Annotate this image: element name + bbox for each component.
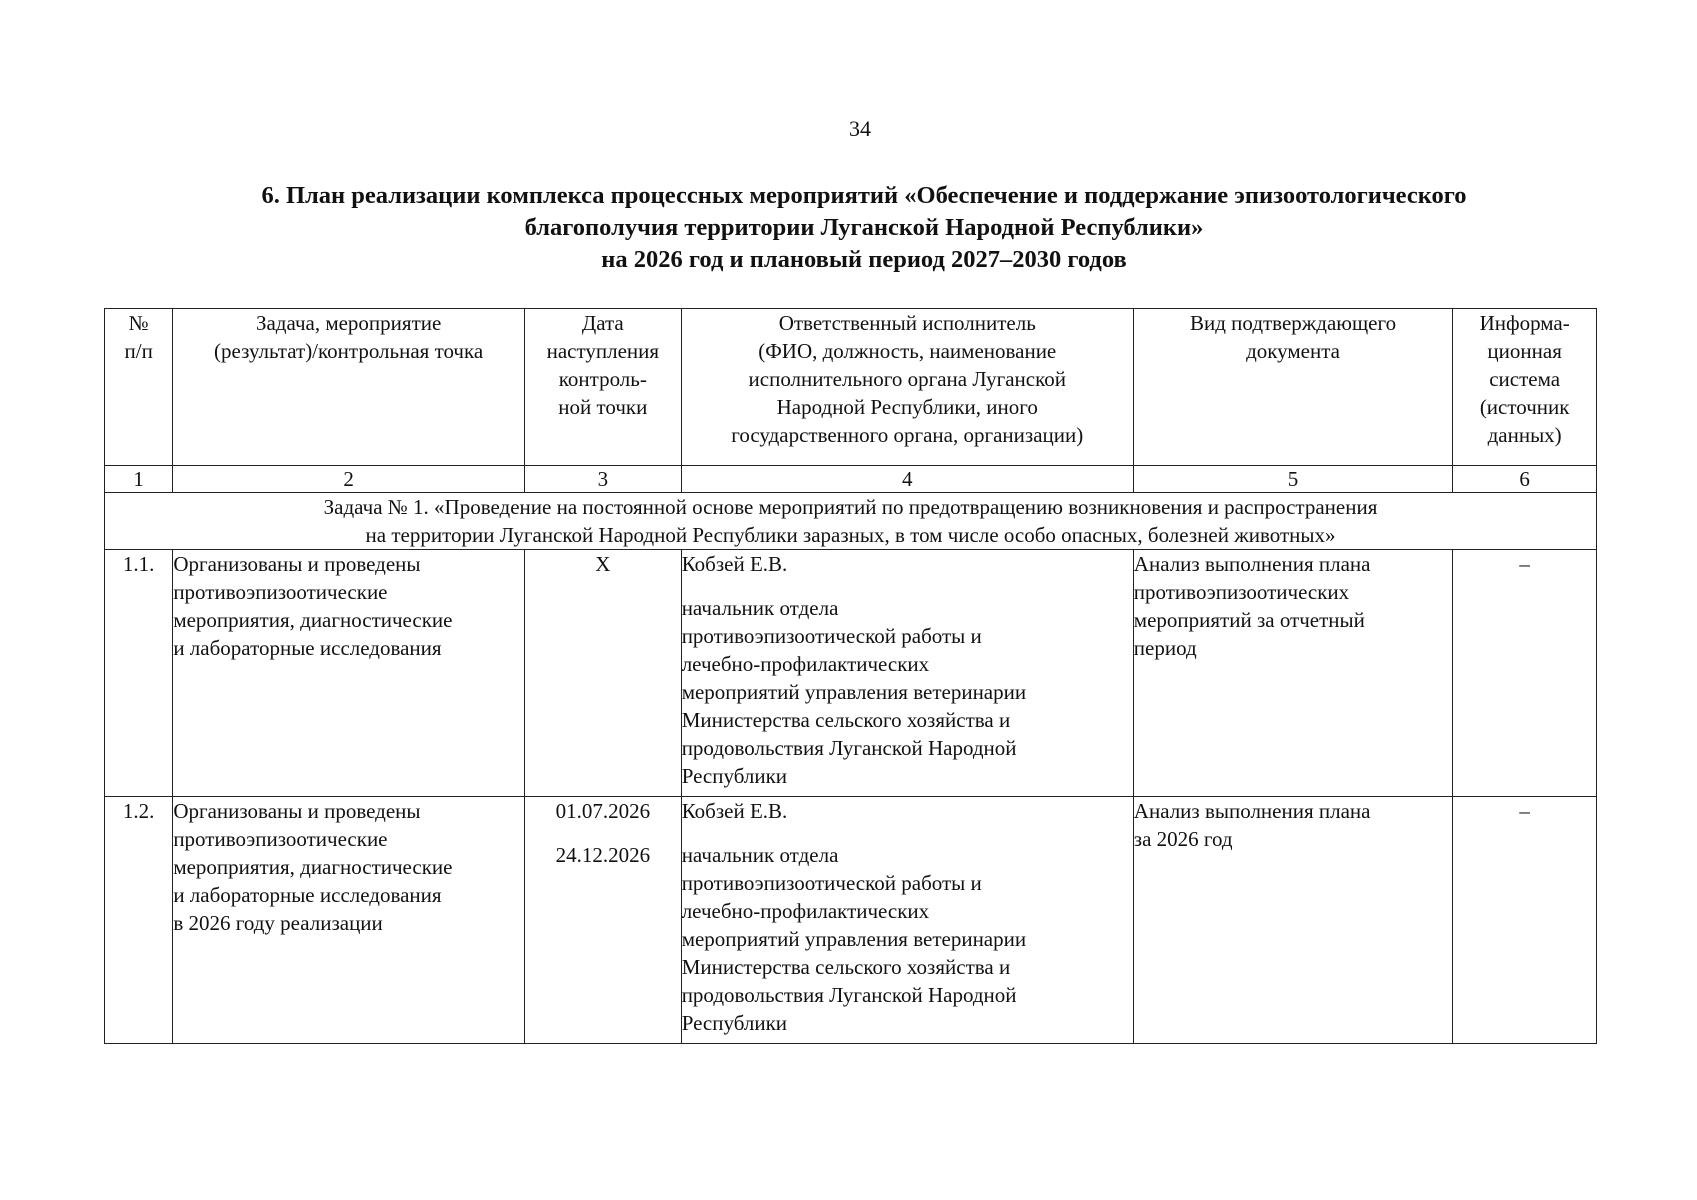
header-row — [105, 309, 1597, 466]
row-executor: Кобзей Е.В. начальник отдела противоэпизоотической работы и лечебно-профилактических мероприятий управления ветеринарии Министерства сельского хозяйства и продовольствия Луганской Народной Республики — [681, 550, 1133, 797]
row-info-system: – — [1453, 550, 1597, 797]
header-executor: Ответственный исполнитель (ФИО, должность, наименование исполнительного органа Луганской Народной Республики, иного государственного органа, организации) — [681, 309, 1133, 466]
task-heading: Задача № 1. «Проведение на постоянной основе мероприятий по предотвращению возникновения и распространения на территории Луганской Народной Республики заразных, в том числе особо опасных, болезней животных» — [105, 493, 1597, 550]
row-document: Анализ выполнения плана за 2026 год — [1133, 797, 1452, 1044]
column-number: 2 — [173, 466, 525, 493]
header-document: Вид подтверждающего документа — [1133, 309, 1452, 466]
column-number: 1 — [105, 466, 173, 493]
row-executor: Кобзей Е.В. начальник отдела противоэпизоотической работы и лечебно-профилактических мероприятий управления ветеринарии Министерства сельского хозяйства и продовольствия Луганской Народной Республики — [681, 797, 1133, 1044]
column-number: 5 — [1133, 466, 1452, 493]
row-number: 1.1. — [105, 550, 173, 797]
executor-name: Кобзей Е.В. — [681, 552, 788, 576]
plan-table — [104, 308, 1597, 1044]
column-number: 6 — [1453, 466, 1597, 493]
page-number: 34 — [849, 116, 871, 141]
table-row — [105, 797, 1597, 1044]
row-date: Х — [524, 550, 681, 797]
row-task: Организованы и проведены противоэпизоотические мероприятия, диагностические и лабораторные исследования в 2026 году реализации — [173, 797, 525, 1044]
row-info-system: – — [1453, 797, 1597, 1044]
row-document: Анализ выполнения плана противоэпизоотических мероприятий за отчетный период — [1133, 550, 1452, 797]
column-numbers-row — [105, 466, 1597, 493]
row-date: 01.07.2026 24.12.2026 — [524, 797, 681, 1044]
header-info-system: Информа- ционная система (источник данных) — [1453, 309, 1597, 466]
executor-name: Кобзей Е.В. — [681, 799, 788, 823]
table-row — [105, 550, 1597, 797]
header-task: Задача, мероприятие (результат)/контрольная точка — [173, 309, 525, 466]
header-date: Дата наступления контроль- ной точки — [524, 309, 681, 466]
title-line-3: на 2026 год и плановый период 2027–2030 годов — [601, 246, 1127, 273]
column-number: 4 — [681, 466, 1133, 493]
header-number: № п/п — [105, 309, 173, 466]
column-number: 3 — [524, 466, 681, 493]
page-title — [104, 180, 1624, 276]
row-task: Организованы и проведены противоэпизоотические мероприятия, диагностические и лабораторные исследования — [173, 550, 525, 797]
title-line-1: 6. План реализации комплекса процессных мероприятий «Обеспечение и поддержание эпизоотологического — [261, 182, 1467, 209]
title-line-2: благополучия территории Луганской Народной Республики» — [524, 214, 1204, 241]
task-heading-row — [105, 493, 1597, 550]
row-number: 1.2. — [105, 797, 173, 1044]
